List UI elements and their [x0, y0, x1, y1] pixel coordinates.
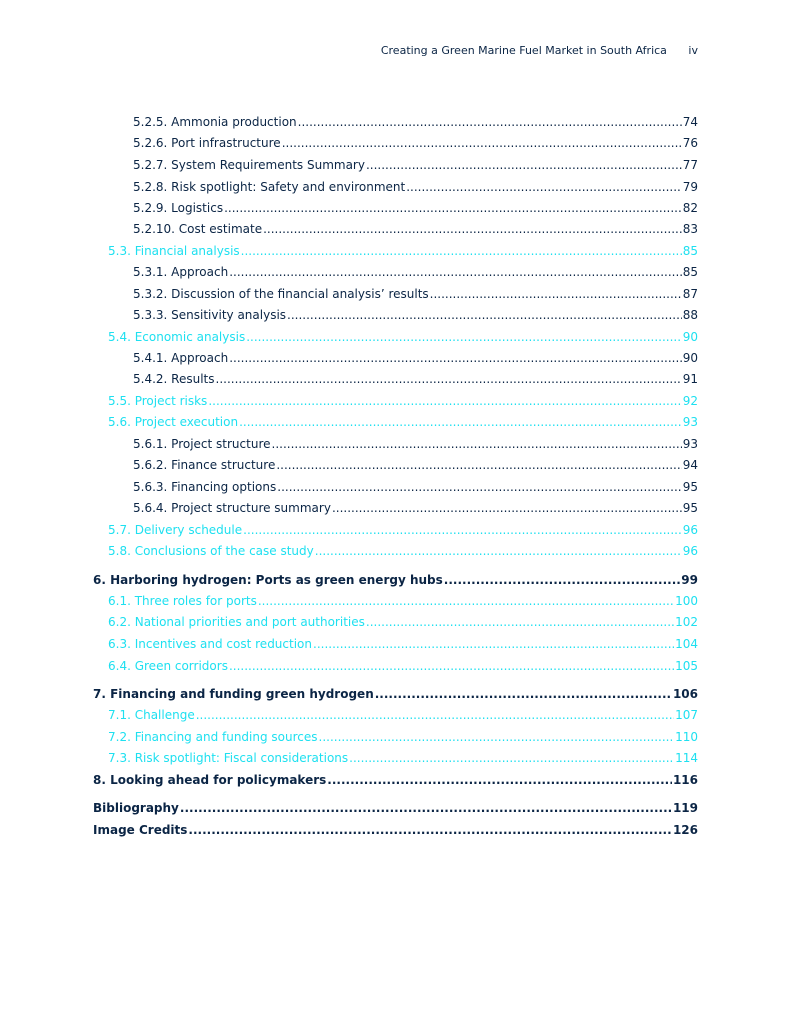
toc-entry-title: 7. Financing and funding green hydrogen [93, 687, 374, 701]
dot-leader [241, 243, 682, 259]
toc-entry[interactable] [93, 572, 698, 588]
dot-leader [319, 729, 675, 745]
dot-leader [277, 479, 681, 495]
toc-entry-page: 110 [675, 730, 698, 744]
toc-entry-title: 6. Harboring hydrogen: Ports as green energy hubs [93, 573, 443, 587]
toc-entry-title: 5.2.5. Ammonia production [133, 115, 297, 129]
toc-entry[interactable] [108, 329, 698, 345]
toc-entry-page: 85 [682, 244, 698, 258]
toc-entry-title: 5.2.10. Cost estimate [133, 222, 263, 236]
toc-entry-title: 5.3.1. Approach [133, 265, 229, 279]
toc-entry-page: 83 [682, 222, 698, 236]
toc-entry-page: 95 [682, 501, 698, 515]
toc-entry-title: 6.2. National priorities and port authorities [108, 615, 365, 629]
toc-entry-page: 96 [682, 544, 698, 558]
toc-entry-page: 94 [682, 458, 698, 472]
toc-entry[interactable] [133, 179, 698, 195]
toc-entry-page: 87 [682, 287, 698, 301]
toc-entry-page: 90 [682, 351, 698, 365]
toc-entry-page: 106 [672, 687, 698, 701]
toc-entry[interactable] [108, 658, 698, 674]
toc-entry[interactable] [133, 479, 698, 495]
toc-entry-title: Image Credits [93, 823, 188, 837]
toc-entry[interactable] [93, 822, 698, 838]
dot-leader [327, 772, 672, 788]
toc-entry-page: 114 [675, 751, 698, 765]
dot-leader [239, 414, 682, 430]
toc-entry[interactable] [108, 593, 698, 609]
dot-leader [444, 572, 681, 588]
dot-leader [375, 686, 672, 702]
toc-entry-page: 79 [682, 180, 698, 194]
dot-leader [298, 114, 682, 130]
toc-entry[interactable] [133, 221, 698, 237]
dot-leader [196, 707, 674, 723]
toc-entry[interactable] [108, 414, 698, 430]
toc-entry-title: 5.3.3. Sensitivity analysis [133, 308, 287, 322]
toc-entry-title: 5.2.8. Risk spotlight: Safety and environment [133, 180, 406, 194]
toc-entry[interactable] [133, 350, 698, 366]
toc-entry-title: 5.2.6. Port infrastructure [133, 136, 281, 150]
dot-leader [243, 522, 682, 538]
toc-entry-page: 99 [681, 573, 698, 587]
dot-leader [229, 350, 682, 366]
toc-entry-title: 6.3. Incentives and cost reduction [108, 637, 312, 651]
toc-entry-page: 82 [682, 201, 698, 215]
toc-entry-title: 7.3. Risk spotlight: Fiscal considerations [108, 751, 349, 765]
toc-entry[interactable] [133, 135, 698, 151]
toc-entry-page: 76 [682, 136, 698, 150]
toc-entry-page: 74 [682, 115, 698, 129]
dot-leader [246, 329, 682, 345]
dot-leader [229, 658, 674, 674]
dot-leader [208, 393, 681, 409]
toc-entry-page: 100 [675, 594, 698, 608]
toc-entry-page: 102 [675, 615, 698, 629]
toc-entry-page: 116 [672, 773, 698, 787]
toc-entry[interactable] [108, 543, 698, 559]
dot-leader [263, 221, 682, 237]
toc-entry-title: 7.1. Challenge [108, 708, 195, 722]
toc-entry-page: 107 [675, 708, 698, 722]
toc-entry-page: 93 [682, 437, 698, 451]
toc-entry-title: 5.8. Conclusions of the case study [108, 544, 314, 558]
toc-entry-page: 88 [682, 308, 698, 322]
dot-leader [276, 457, 681, 473]
toc-entry[interactable] [133, 436, 698, 452]
toc-entry-title: 5.3. Financial analysis [108, 244, 240, 258]
toc-entry-page: 96 [682, 523, 698, 537]
toc-entry-title: 7.2. Financing and funding sources [108, 730, 318, 744]
toc-entry-title: 5.6. Project execution [108, 415, 239, 429]
toc-entry-page: 77 [682, 158, 698, 172]
toc-entry-title: 5.3.2. Discussion of the financial analysis’ results [133, 287, 429, 301]
toc-entry-title: 5.6.3. Financing options [133, 480, 277, 494]
toc-entry[interactable] [108, 750, 698, 766]
toc-entry[interactable] [133, 307, 698, 323]
toc-entry[interactable] [93, 686, 698, 702]
dot-leader [430, 286, 682, 302]
toc-entry-page: 91 [682, 372, 698, 386]
dot-leader [258, 593, 674, 609]
toc-entry[interactable] [133, 200, 698, 216]
dot-leader [272, 436, 682, 452]
toc-entry-title: 5.2.9. Logistics [133, 201, 224, 215]
dot-leader [287, 307, 682, 323]
dot-leader [406, 179, 681, 195]
running-header [381, 44, 698, 57]
toc-entry-page: 126 [672, 823, 698, 837]
toc-entry[interactable] [108, 393, 698, 409]
toc-entry-page: 119 [672, 801, 698, 815]
dot-leader [180, 800, 672, 816]
toc-entry-title: 8. Looking ahead for policymakers [93, 773, 327, 787]
dot-leader [229, 264, 682, 280]
toc-entry[interactable] [133, 157, 698, 173]
dot-leader [224, 200, 682, 216]
toc-entry-title: 5.4.2. Results [133, 372, 215, 386]
toc-entry[interactable] [108, 522, 698, 538]
dot-leader [366, 614, 674, 630]
toc-entry[interactable] [133, 500, 698, 516]
toc-entry-title: Bibliography [93, 801, 179, 815]
toc-entry-page: 92 [682, 394, 698, 408]
toc-entry-title: 6.1. Three roles for ports [108, 594, 257, 608]
toc-entry-page: 95 [682, 480, 698, 494]
toc-entry-title: 6.4. Green corridors [108, 659, 228, 673]
dot-leader [313, 636, 674, 652]
toc-entry-page: 104 [675, 637, 698, 651]
page-number: iv [688, 44, 698, 57]
toc-entry-page: 105 [675, 659, 698, 673]
toc-entry[interactable] [133, 264, 698, 280]
dot-leader [315, 543, 682, 559]
toc-entry[interactable] [93, 800, 698, 816]
dot-leader [366, 157, 682, 173]
toc-entry-page: 90 [682, 330, 698, 344]
dot-leader [188, 822, 672, 838]
toc-entry-title: 5.4.1. Approach [133, 351, 229, 365]
toc-entry[interactable] [133, 371, 698, 387]
toc-entry-title: 5.6.1. Project structure [133, 437, 271, 451]
toc-entry[interactable] [133, 286, 698, 302]
toc-entry-page: 93 [682, 415, 698, 429]
toc-entry[interactable] [108, 614, 698, 630]
toc-entry[interactable] [108, 729, 698, 745]
dot-leader [332, 500, 682, 516]
toc-entry[interactable] [133, 114, 698, 130]
toc-entry-title: 5.6.4. Project structure summary [133, 501, 331, 515]
document-title: Creating a Green Marine Fuel Market in South Africa [380, 44, 667, 57]
toc-entry-title: 5.6.2. Finance structure [133, 458, 276, 472]
toc-entry[interactable] [93, 772, 698, 788]
toc-entry[interactable] [133, 457, 698, 473]
dot-leader [282, 135, 682, 151]
toc-entry-title: 5.2.7. System Requirements Summary [133, 158, 365, 172]
toc-entry-page: 85 [682, 265, 698, 279]
toc-entry-title: 5.7. Delivery schedule [108, 523, 243, 537]
toc-entry[interactable] [108, 636, 698, 652]
toc-entry-title: 5.5. Project risks [108, 394, 208, 408]
dot-leader [216, 371, 682, 387]
toc-entry-title: 5.4. Economic analysis [108, 330, 246, 344]
toc-entry[interactable] [108, 243, 698, 259]
toc-entry[interactable] [108, 707, 698, 723]
dot-leader [349, 750, 674, 766]
